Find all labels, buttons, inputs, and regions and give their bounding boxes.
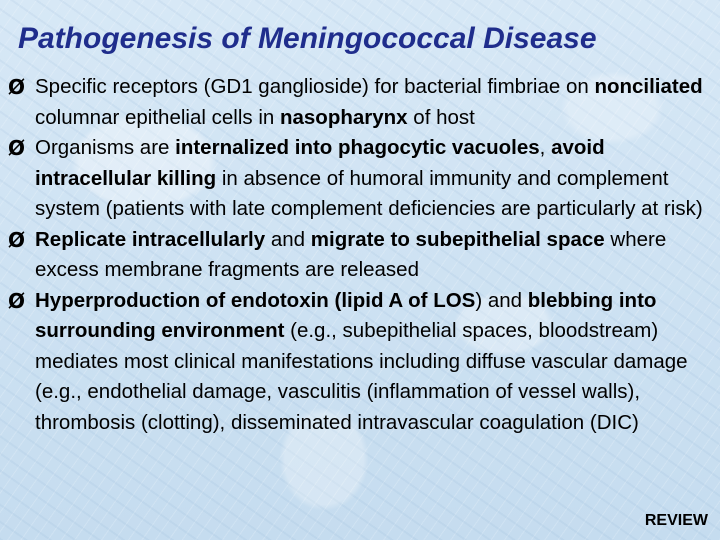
bold-text-segment: blebbing into surrounding environment [35, 288, 657, 342]
text-segment: where excess membrane fragments are released [35, 227, 667, 281]
bullet-item [8, 72, 712, 133]
bullet-list [8, 72, 712, 438]
bold-text-segment: migrate to subepithelial space [310, 227, 605, 251]
bold-text-segment: nonciliated [594, 75, 703, 98]
text-segment: in absence of humoral immunity and complement system (patients with late complement deficiencies are particularly at risk) [35, 166, 703, 220]
text-segment: ) and [475, 288, 528, 312]
bullet-item [8, 286, 712, 439]
text-segment: and [265, 227, 311, 251]
text-segment: Specific receptors (GD1 ganglioside) for bacterial fimbriae on [35, 75, 595, 98]
arrow-bullet-icon: Ø [8, 288, 26, 313]
review-label[interactable]: REVIEW [644, 512, 708, 529]
text-segment: (e.g., subepithelial spaces, bloodstream) mediates most clinical manifestations including diffuse vascular damage (e.g., endothelial damage, vasculitis (inflammation of vessel walls), thrombosis (clotting), disseminated intravascular coagulation (DIC) [35, 319, 688, 434]
bold-text-segment: nasopharynx [279, 105, 408, 129]
bold-text-segment: Hyperproduction of endotoxin (lipid A of LOS [35, 288, 476, 312]
arrow-bullet-icon: Ø [8, 75, 26, 99]
arrow-bullet-icon: Ø [8, 136, 26, 160]
slide-title: Pathogenesis of Meningococcal Disease [18, 22, 597, 55]
bold-text-segment: Replicate intracellularly [35, 227, 266, 251]
text-segment: of host [407, 105, 475, 129]
arrow-bullet-icon: Ø [8, 227, 26, 252]
text-segment: , [539, 136, 552, 159]
text-segment: Organisms are [35, 136, 176, 159]
bold-text-segment: avoid intracellular killing [35, 136, 605, 190]
bold-text-segment: internalized into phagocytic vacuoles [175, 136, 540, 159]
bullet-item [8, 133, 712, 225]
bullet-item [8, 225, 712, 286]
text-segment: columnar epithelial cells in [35, 105, 280, 129]
